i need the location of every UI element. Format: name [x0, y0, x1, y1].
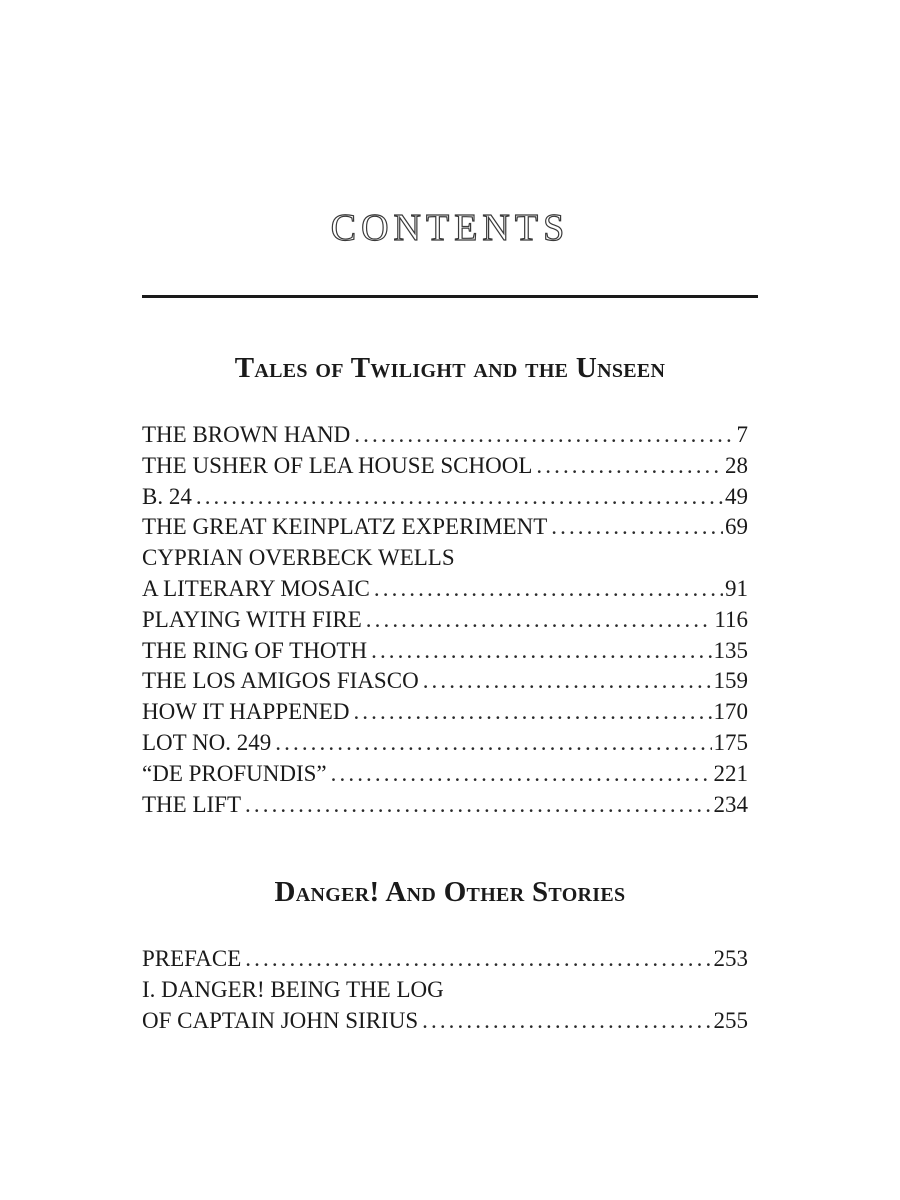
dot-leader	[331, 759, 712, 790]
toc-entry-title: THE RING OF THOTH	[142, 637, 368, 663]
toc-entry	[142, 420, 748, 451]
toc-entry-title: OF CAPTAIN JOHN SIRIUS	[142, 1007, 419, 1033]
toc-entry	[142, 605, 748, 636]
toc-entry-title: HOW IT HAPPENED	[142, 699, 350, 725]
toc-entry-page: 170	[713, 699, 748, 725]
dot-leader	[196, 482, 723, 513]
dot-leader	[245, 790, 711, 821]
dot-leader	[354, 420, 734, 451]
toc-entry	[142, 574, 748, 605]
toc-entry	[142, 944, 748, 975]
page-title: CONTENTS	[330, 207, 570, 249]
toc-entry-title: THE LIFT	[142, 791, 242, 817]
dot-leader	[536, 451, 723, 482]
toc-entry-title: A LITERARY MOSAIC	[142, 575, 370, 601]
dot-leader	[366, 605, 713, 636]
dot-leader	[422, 1006, 711, 1037]
toc-entry-page: 28	[725, 452, 748, 478]
dot-leader	[551, 512, 723, 543]
toc-entry-page: 116	[714, 606, 748, 632]
toc-entry	[142, 728, 748, 759]
toc-entry-page: 253	[713, 946, 748, 971]
title-divider	[142, 295, 758, 298]
toc-entry-page: 7	[736, 422, 748, 447]
toc-entry-page: 175	[713, 729, 748, 755]
toc-entry	[142, 543, 748, 574]
dot-leader	[245, 944, 711, 975]
toc-entry-page: 49	[725, 483, 748, 509]
toc-entry	[142, 451, 748, 482]
toc-entry-title: B. 24	[142, 483, 192, 509]
toc-entry-title: PREFACE	[142, 946, 242, 971]
toc-entry-title: PLAYING WITH FIRE	[142, 606, 362, 632]
toc-entry-page: 159	[713, 668, 748, 694]
toc-entry-title: THE GREAT KEINPLATZ EXPERIMENT	[142, 514, 548, 540]
toc-entry	[142, 975, 748, 1006]
toc-entry-page: 91	[725, 575, 748, 601]
toc-entry	[142, 512, 748, 543]
toc-entry-page: 255	[713, 1007, 748, 1033]
toc-entry-title: “DE PROFUNDIS”	[142, 760, 327, 786]
dot-leader	[275, 728, 711, 759]
toc-entry	[142, 790, 748, 821]
toc-entry-page: 221	[713, 760, 748, 786]
toc-entry	[142, 666, 748, 697]
toc-entry-title: THE BROWN HAND	[142, 422, 351, 447]
toc-entry	[142, 1006, 748, 1037]
toc-entry	[142, 697, 748, 728]
toc-entry-title: THE LOS AMIGOS FIASCO	[142, 668, 419, 694]
toc-entry-page: 69	[725, 514, 748, 540]
toc-entry	[142, 636, 748, 667]
toc-entry-title: I. DANGER! BEING THE LOG	[142, 976, 444, 1002]
section-heading-tales: Tales of Twilight and the Unseen	[234, 352, 666, 384]
toc-list-tales	[142, 420, 748, 820]
toc-entry-title: CYPRIAN OVERBECK WELLS	[142, 545, 455, 571]
dot-leader	[374, 574, 723, 605]
dot-leader	[423, 666, 712, 697]
toc-list-danger	[142, 944, 748, 1036]
section-heading-danger: Danger! And Other Stories	[274, 876, 626, 908]
toc-entry	[142, 759, 748, 790]
dot-leader	[371, 636, 711, 667]
toc-entry-title: LOT NO. 249	[142, 729, 272, 755]
toc-entry	[142, 482, 748, 513]
toc-entry-page: 234	[713, 791, 748, 817]
toc-entry-title: THE USHER OF LEA HOUSE SCHOOL	[142, 452, 533, 478]
toc-entry-page: 135	[713, 637, 748, 663]
dot-leader	[353, 697, 711, 728]
